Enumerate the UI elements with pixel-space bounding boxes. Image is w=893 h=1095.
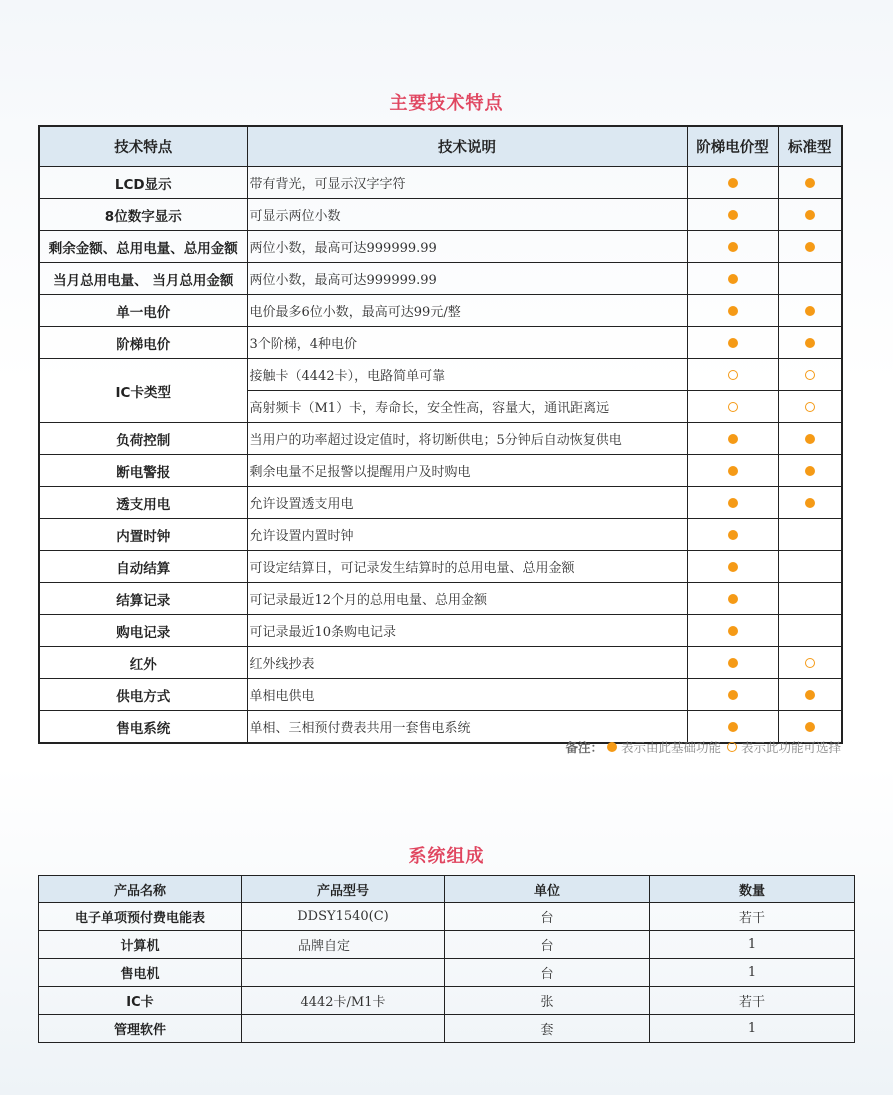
system-table-body [39,903,855,1043]
tier-model-mark [687,423,778,455]
system-table [38,875,855,1043]
description-cell: 可记录最近10条购电记录 [247,615,687,647]
standard-model-mark [778,167,842,199]
tier-model-mark [687,551,778,583]
table-row [39,551,842,583]
full-dot-icon [728,722,738,732]
full-dot-icon [728,274,738,284]
full-dot-icon [728,434,738,444]
header-feature: 技术特点 [39,126,247,167]
tier-model-mark [687,391,778,423]
standard-model-mark [778,327,842,359]
header-description: 技术说明 [247,126,687,167]
unit-cell: 套 [445,1015,650,1043]
product-name-cell: 管理软件 [39,1015,242,1043]
full-dot-icon [728,498,738,508]
tier-model-mark [687,199,778,231]
standard-model-mark [778,423,842,455]
table-row [39,455,842,487]
quantity-cell: 1 [650,959,855,987]
header-tier-model: 阶梯电价型 [687,126,778,167]
unit-cell: 台 [445,903,650,931]
features-table-body [39,167,842,744]
table-row [39,263,842,295]
full-dot-icon [805,178,815,188]
full-dot-icon [805,306,815,316]
feature-cell: 透支用电 [39,487,247,519]
table-row [39,423,842,455]
tier-model-mark [687,519,778,551]
table-row [39,931,855,959]
full-dot-icon [728,658,738,668]
tier-model-mark [687,263,778,295]
product-name-cell: IC卡 [39,987,242,1015]
tier-model-mark [687,327,778,359]
table-row [39,199,842,231]
feature-cell: LCD显示 [39,167,247,199]
tier-model-mark [687,359,778,391]
description-cell: 接触卡（4442卡），电路简单可靠 [247,359,687,391]
feature-cell: 供电方式 [39,679,247,711]
table-row [39,167,842,199]
full-dot-icon [607,742,617,752]
standard-model-mark [778,679,842,711]
table-row [39,327,842,359]
description-cell: 可显示两位小数 [247,199,687,231]
product-model-cell [242,1015,445,1043]
feature-cell: IC卡类型 [39,359,247,423]
quantity-cell: 若干 [650,987,855,1015]
header-product-model: 产品型号 [242,876,445,903]
product-name-cell: 计算机 [39,931,242,959]
tier-model-mark [687,679,778,711]
features-section-title: 主要技术特点 [389,93,504,114]
quantity-cell: 若干 [650,903,855,931]
standard-model-mark [778,391,842,423]
tier-model-mark [687,295,778,327]
header-unit: 单位 [445,876,650,903]
full-dot-icon [728,594,738,604]
product-name-cell: 售电机 [39,959,242,987]
description-cell: 可设定结算日，可记录发生结算时的总用电量、总用金额 [247,551,687,583]
standard-model-mark [778,199,842,231]
feature-cell: 断电警报 [39,455,247,487]
full-dot-icon [728,338,738,348]
feature-cell: 结算记录 [39,583,247,615]
tier-model-mark [687,487,778,519]
quantity-cell: 1 [650,931,855,959]
description-cell: 可记录最近12个月的总用电量、总用金额 [247,583,687,615]
standard-model-mark [778,615,842,647]
header-product-name: 产品名称 [39,876,242,903]
optional-ring-icon [728,370,738,380]
feature-cell: 剩余金额、总用电量、总用金额 [39,231,247,263]
note-full-text: 表示由此基础功能 [620,740,721,755]
standard-model-mark [778,455,842,487]
tier-model-mark [687,647,778,679]
feature-cell: 当月总用电量、 当月总用金额 [39,263,247,295]
full-dot-icon [728,466,738,476]
feature-cell: 购电记录 [39,615,247,647]
full-dot-icon [728,562,738,572]
unit-cell: 张 [445,987,650,1015]
standard-model-mark [778,263,842,295]
table-row [39,1015,855,1043]
tier-model-mark [687,583,778,615]
standard-model-mark [778,551,842,583]
features-table [38,125,843,744]
product-name-cell: 电子单项预付费电能表 [39,903,242,931]
feature-cell: 内置时钟 [39,519,247,551]
tier-model-mark [687,615,778,647]
description-cell: 红外线抄表 [247,647,687,679]
feature-cell: 红外 [39,647,247,679]
header-standard-model: 标准型 [778,126,842,167]
quantity-cell: 1 [650,1015,855,1043]
description-cell: 两位小数，最高可达999999.99 [247,263,687,295]
description-cell: 允许设置内置时钟 [247,519,687,551]
description-cell: 允许设置透支用电 [247,487,687,519]
note-label: 备注： [565,740,603,755]
table-row [39,519,842,551]
table-row [39,647,842,679]
table-row [39,615,842,647]
system-section-title: 系统组成 [408,846,485,867]
standard-model-mark [778,647,842,679]
description-cell: 剩余电量不足报警以提醒用户及时购电 [247,455,687,487]
optional-ring-icon [727,742,737,752]
unit-cell: 台 [445,931,650,959]
feature-cell: 售电系统 [39,711,247,744]
description-cell: 带有背光，可显示汉字字符 [247,167,687,199]
standard-model-mark [778,295,842,327]
system-header-row [39,876,855,903]
product-model-cell: DDSY1540(C) [242,903,445,931]
optional-ring-icon [728,402,738,412]
features-header-row [39,126,842,167]
table-row [39,231,842,263]
full-dot-icon [728,210,738,220]
product-model-cell: 品牌自定 [242,931,445,959]
optional-ring-icon [805,658,815,668]
standard-model-mark [778,519,842,551]
feature-cell: 8位数字显示 [39,199,247,231]
description-cell: 两位小数，最高可达999999.99 [247,231,687,263]
standard-model-mark [778,583,842,615]
table-row [39,959,855,987]
full-dot-icon [728,530,738,540]
full-dot-icon [805,210,815,220]
description-cell: 单相电供电 [247,679,687,711]
full-dot-icon [728,626,738,636]
table-row [39,583,842,615]
full-dot-icon [728,690,738,700]
optional-ring-icon [805,370,815,380]
full-dot-icon [805,338,815,348]
legend-note [565,738,841,756]
tier-model-mark [687,455,778,487]
description-cell: 3个阶梯，4种电价 [247,327,687,359]
table-row [39,487,842,519]
unit-cell: 台 [445,959,650,987]
description-cell: 高射频卡（M1）卡，寿命长，安全性高，容量大，通讯距离远 [247,391,687,423]
optional-ring-icon [805,402,815,412]
description-cell: 当用户的功率超过设定值时，将切断供电；5分钟后自动恢复供电 [247,423,687,455]
description-cell: 电价最多6位小数，最高可达99元/整 [247,295,687,327]
product-model-cell: 4442卡/M1卡 [242,987,445,1015]
full-dot-icon [805,498,815,508]
full-dot-icon [805,434,815,444]
header-quantity: 数量 [650,876,855,903]
table-row [39,295,842,327]
table-row [39,359,842,391]
standard-model-mark [778,231,842,263]
note-optional-text: 表示此功能可选择 [740,740,841,755]
feature-cell: 负荷控制 [39,423,247,455]
standard-model-mark [778,487,842,519]
full-dot-icon [805,242,815,252]
table-row [39,679,842,711]
full-dot-icon [805,466,815,476]
full-dot-icon [728,242,738,252]
standard-model-mark [778,359,842,391]
feature-cell: 单一电价 [39,295,247,327]
tier-model-mark [687,167,778,199]
full-dot-icon [728,306,738,316]
feature-cell: 自动结算 [39,551,247,583]
table-row [39,987,855,1015]
table-row [39,903,855,931]
tier-model-mark [687,231,778,263]
product-model-cell [242,959,445,987]
full-dot-icon [805,722,815,732]
full-dot-icon [805,690,815,700]
full-dot-icon [728,178,738,188]
description-cell: 单相、三相预付费表共用一套售电系统 [247,711,687,744]
feature-cell: 阶梯电价 [39,327,247,359]
